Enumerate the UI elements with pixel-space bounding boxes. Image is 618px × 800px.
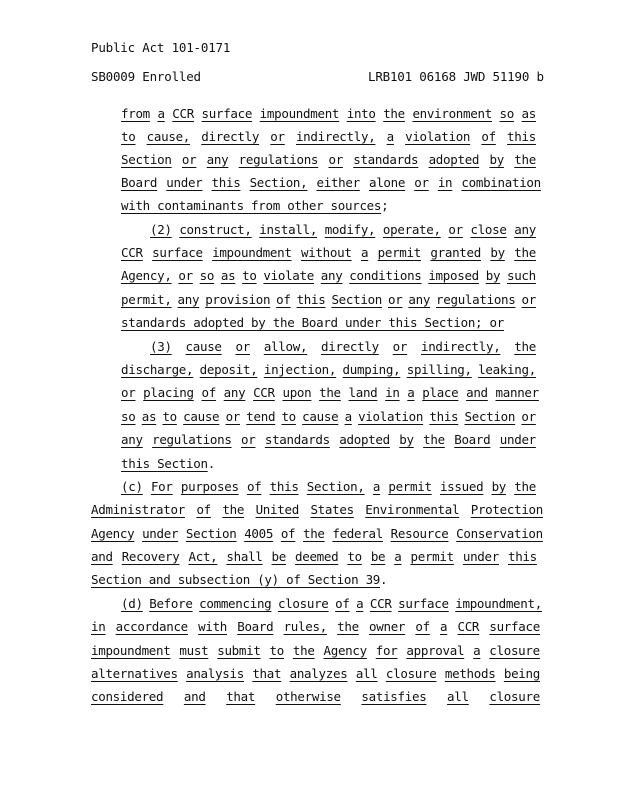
word: by (485, 268, 501, 283)
word: Conservation (456, 526, 543, 541)
word: manner (495, 385, 539, 400)
line-punct: . (380, 572, 388, 587)
word: or (392, 339, 408, 354)
word: (2) (150, 222, 172, 237)
word: regulations (152, 432, 232, 447)
word: to (121, 129, 136, 144)
word: by (489, 152, 504, 167)
word: or (521, 409, 536, 424)
word: this (429, 409, 459, 424)
word: that (252, 666, 282, 681)
word: satisfies (361, 689, 427, 704)
word: of (276, 292, 291, 307)
text-line (121, 130, 536, 144)
word: permit, (121, 292, 172, 307)
word: the (222, 502, 245, 517)
word: that (226, 689, 256, 704)
word: Act, (188, 549, 218, 564)
word: to (242, 268, 257, 283)
word: submit (217, 643, 261, 658)
word: For (150, 479, 173, 494)
word: adopted (339, 432, 390, 447)
word: Environmental (365, 502, 460, 517)
word: Section (464, 409, 516, 424)
word: owner (369, 619, 406, 634)
word: so (199, 268, 215, 283)
word: or (235, 339, 250, 354)
word: as (220, 268, 236, 283)
text-line (150, 340, 536, 354)
word: tend (246, 409, 276, 424)
word: or (521, 292, 536, 307)
word: CCR (369, 596, 392, 611)
word: closure (385, 666, 437, 681)
line-punct: ; (381, 198, 389, 213)
word: under (142, 526, 179, 541)
word: or (178, 268, 193, 283)
text-line (121, 386, 539, 400)
word: any (320, 268, 343, 283)
word: methods (444, 666, 496, 681)
word: impoundment (91, 643, 171, 658)
word: closure (489, 643, 540, 658)
text-line (91, 620, 540, 634)
word: in (437, 175, 453, 190)
word: under (462, 549, 499, 564)
word: a (386, 129, 394, 144)
text-line (91, 690, 540, 704)
word: cause (183, 409, 220, 424)
word: a (360, 245, 369, 260)
word: of (246, 479, 262, 494)
word: rules, (283, 619, 327, 634)
word: land (348, 385, 378, 400)
word: being (503, 666, 540, 681)
word: under (166, 175, 203, 190)
word: the (514, 479, 536, 494)
word: from (121, 106, 150, 121)
word: a (157, 106, 165, 121)
word: operate, (382, 222, 441, 237)
word: a (356, 596, 364, 611)
word: or (387, 292, 403, 307)
text-line-body: with contaminants from other sources (121, 198, 382, 213)
word: any (177, 292, 200, 307)
word: to (347, 549, 362, 564)
word: Recovery (121, 549, 180, 564)
text-line (121, 363, 536, 377)
word: install, (259, 222, 318, 237)
word: any (206, 152, 229, 167)
word: deemed (295, 549, 339, 564)
word: so (499, 106, 514, 121)
word: modify, (324, 222, 376, 237)
word: the (514, 339, 536, 354)
word: closure (277, 596, 329, 611)
text-line (121, 597, 542, 611)
word: deposit, (199, 362, 258, 377)
word: provision (205, 292, 271, 307)
word: by (399, 432, 414, 447)
word: regulations (238, 152, 319, 167)
word: or (414, 175, 429, 190)
word: impoundment, (455, 596, 542, 611)
word: to (162, 409, 177, 424)
word: by (491, 479, 507, 494)
word: conditions (349, 268, 422, 283)
word: violate (263, 268, 314, 283)
word: federal (332, 526, 383, 541)
lrb-id: LRB101 06168 JWD 51190 b (368, 69, 544, 84)
word: this (507, 129, 536, 144)
text-line (121, 176, 541, 190)
word: so (121, 409, 136, 424)
word: Section (185, 526, 237, 541)
word: Section (121, 152, 172, 167)
word: CCR (172, 106, 194, 121)
word: a (394, 549, 402, 564)
bill-id: SB0009 Enrolled (91, 69, 201, 84)
word: permit (410, 549, 454, 564)
word: the (383, 106, 405, 121)
word: of (481, 129, 496, 144)
word: Board (454, 432, 491, 447)
word: this (269, 479, 299, 494)
word: closure (489, 689, 540, 704)
word: or (270, 129, 285, 144)
word: the (292, 643, 315, 658)
word: either (316, 175, 360, 190)
public-act-number: Public Act 101-0171 (91, 40, 231, 55)
text-line-body: Section and subsection (y) of Section 39 (91, 572, 381, 587)
word: any (408, 292, 431, 307)
word: leaking, (478, 362, 536, 377)
text-line (91, 573, 387, 587)
word: accordance (115, 619, 188, 634)
word: Before (149, 596, 193, 611)
word: States (310, 502, 354, 517)
word: directly (321, 339, 379, 354)
word: of (196, 502, 211, 517)
word: otherwise (275, 689, 341, 704)
word: as (521, 106, 536, 121)
word: of (335, 596, 350, 611)
word: or (225, 409, 241, 424)
word: a (440, 619, 448, 634)
word: Section, (306, 479, 365, 494)
text-line (121, 480, 536, 494)
word: or (240, 432, 256, 447)
word: surface (398, 596, 449, 611)
text-line (121, 199, 388, 213)
word: CCR (121, 245, 143, 260)
text-line (91, 667, 540, 681)
text-line (121, 293, 536, 307)
word: environment (412, 106, 492, 121)
word: this (296, 292, 326, 307)
word: cause (302, 409, 339, 424)
word: of (415, 619, 430, 634)
word: in (91, 619, 106, 634)
word: Board (237, 619, 274, 634)
word: Resource (390, 526, 449, 541)
word: the (302, 526, 325, 541)
word: adopted (428, 152, 480, 167)
word: (3) (150, 339, 172, 354)
word: any (223, 385, 246, 400)
word: cause, (146, 129, 191, 144)
text-line (121, 246, 536, 260)
word: allow, (263, 339, 308, 354)
word: impoundment (259, 106, 340, 121)
text-line (91, 644, 540, 658)
word: the (514, 152, 536, 167)
word: placing (143, 385, 194, 400)
word: regulations (436, 292, 516, 307)
word: be (370, 549, 386, 564)
word: place (422, 385, 459, 400)
word: Section, (249, 175, 308, 190)
word: this (211, 175, 241, 190)
word: Section (331, 292, 383, 307)
word: be (271, 549, 286, 564)
word: Board (121, 175, 158, 190)
word: alternatives (91, 666, 178, 681)
text-line (91, 503, 543, 517)
word: CCR (457, 619, 480, 634)
word: shall (226, 549, 263, 564)
word: this (508, 549, 537, 564)
text-line (121, 153, 536, 167)
word: dumping, (342, 362, 401, 377)
word: the (337, 619, 359, 634)
word: for (375, 643, 398, 658)
word: Agency (91, 526, 135, 541)
word: construct, (179, 222, 252, 237)
text-line (121, 107, 536, 121)
word: permit (377, 245, 421, 260)
word: the (514, 245, 536, 260)
word: such (506, 268, 536, 283)
text-line (121, 433, 536, 447)
text-line (121, 457, 215, 471)
word: any (121, 432, 143, 447)
word: with (198, 619, 228, 634)
word: United (255, 502, 299, 517)
word: (c) (121, 479, 143, 494)
word: spilling, (406, 362, 472, 377)
word: indirectly, (295, 129, 376, 144)
word: close (470, 222, 507, 237)
text-line-body: this Section (121, 456, 208, 471)
word: injection, (263, 362, 337, 377)
word: of (280, 526, 296, 541)
word: all (447, 689, 469, 704)
word: analyzes (289, 666, 348, 681)
word: and (183, 689, 206, 704)
word: approval (406, 643, 465, 658)
word: or (328, 152, 343, 167)
text-line (150, 223, 536, 237)
word: or (121, 385, 136, 400)
word: or (181, 152, 197, 167)
word: violation (405, 129, 471, 144)
word: violation (358, 409, 424, 424)
word: indirectly, (420, 339, 501, 354)
word: commencing (199, 596, 272, 611)
text-line (121, 269, 536, 283)
word: to (269, 643, 284, 658)
word: impoundment (212, 245, 292, 260)
word: 4005 (244, 526, 274, 541)
word: to (281, 409, 296, 424)
word: considered (91, 689, 164, 704)
word: surface (489, 619, 540, 634)
word: by (490, 245, 505, 260)
word: must (179, 643, 209, 658)
word: discharge, (121, 362, 194, 377)
word: without (300, 245, 352, 260)
word: granted (430, 245, 481, 260)
word: Protection (470, 502, 543, 517)
text-line (91, 527, 543, 541)
word: alone (368, 175, 406, 190)
word: standards (353, 152, 419, 167)
word: the (319, 385, 341, 400)
word: in (385, 385, 400, 400)
word: imposed (428, 268, 479, 283)
word: and (91, 549, 113, 564)
word: combination (461, 175, 541, 190)
text-line (121, 410, 536, 424)
line-punct: . (207, 456, 215, 471)
word: surface (201, 106, 253, 121)
word: all (355, 666, 378, 681)
word: a (344, 409, 352, 424)
text-line (91, 550, 537, 564)
word: directly (201, 129, 260, 144)
text-line: standards adopted by the Board under this Section; or (121, 315, 504, 330)
word: as (141, 409, 157, 424)
word: surface (152, 245, 203, 260)
word: the (423, 432, 445, 447)
word: issued (439, 479, 484, 494)
word: permit (388, 479, 432, 494)
word: Agency, (121, 268, 172, 283)
word: any (514, 222, 536, 237)
word: or (448, 222, 463, 237)
word: a (407, 385, 415, 400)
word: into (346, 106, 376, 121)
word: and (466, 385, 488, 400)
word: CCR (253, 385, 275, 400)
word: cause (185, 339, 222, 354)
word: under (499, 432, 536, 447)
word: Agency (323, 643, 367, 658)
word: a (473, 643, 481, 658)
word: Administrator (91, 502, 185, 517)
word: a (372, 479, 381, 494)
word: upon (282, 385, 312, 400)
word: of (201, 385, 216, 400)
word: (d) (121, 596, 143, 611)
word: standards (264, 432, 330, 447)
word: analysis (186, 666, 244, 681)
word: purposes (180, 479, 239, 494)
